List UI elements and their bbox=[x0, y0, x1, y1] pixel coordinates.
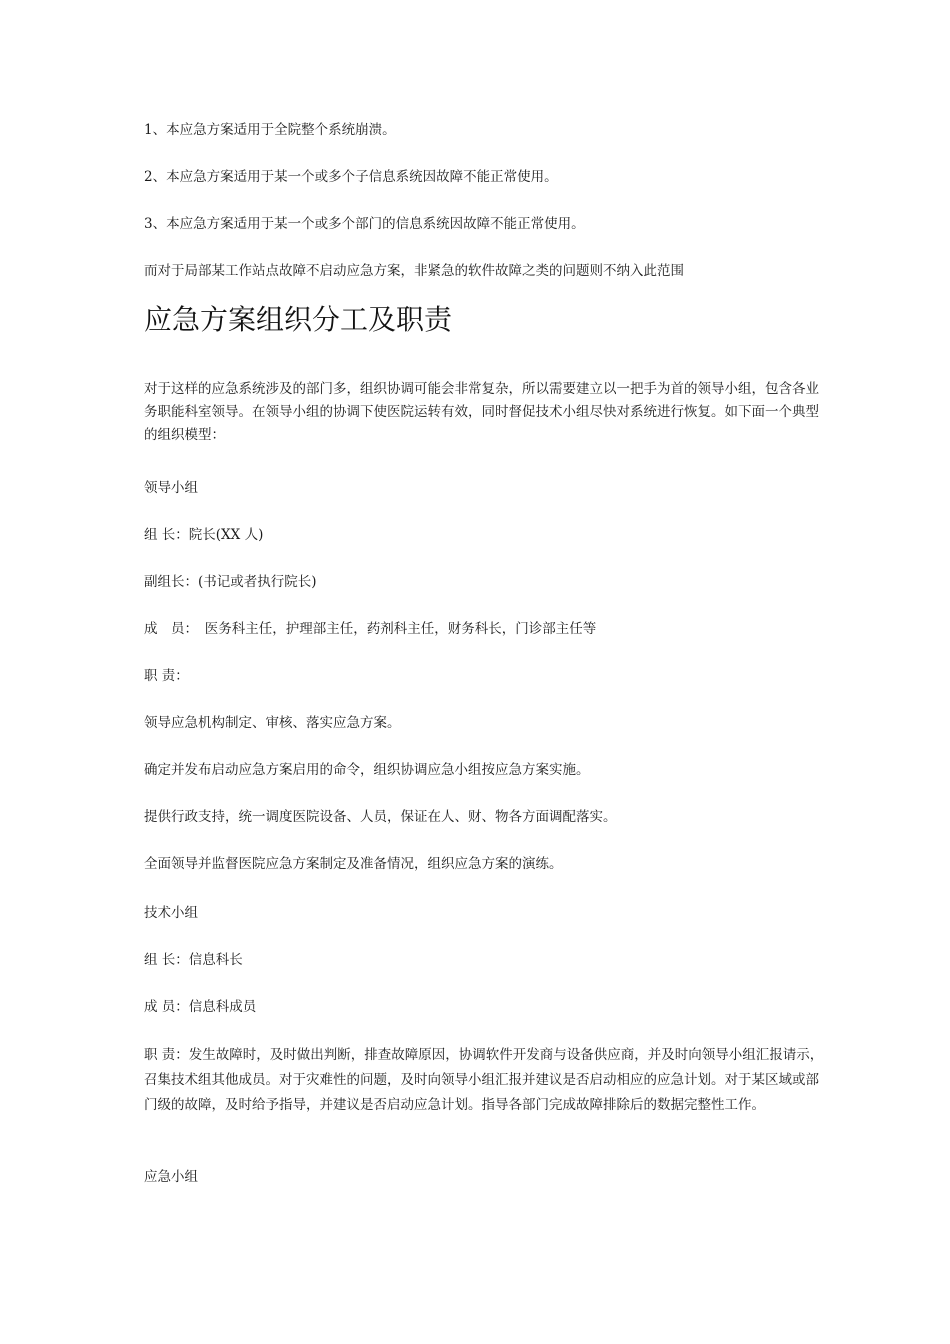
exclusion-paragraph: 而对于局部某工作站点故障不启动应急方案，非紧急的软件故障之类的问题则不纳入此范围 bbox=[144, 263, 684, 279]
section-heading: 应急方案组织分工及职责 bbox=[144, 303, 453, 336]
leadership-deputy: 副组长：(书记或者执行院长) bbox=[144, 574, 317, 590]
technical-duties-paragraph: 职 责：发生故障时，及时做出判断，排查故障原因，协调软件开发商与设备供应商，并及时向领导小组汇报请示，召集技术组其他成员。对于灾难性的问题，及时向领导小组汇报并建议是否启动相应的应急计划。对于某区域或部门级的故障，及时给予指导，并建议是否启动应急计划。指导各部门完成故障排除后的数据完整性工作。 bbox=[144, 1047, 824, 1113]
leadership-duty-3: 提供行政支持，统一调度医院设备、人员，保证在人、财、物各方面调配落实。 bbox=[144, 809, 617, 825]
leadership-duty-1: 领导应急机构制定、审核、落实应急方案。 bbox=[144, 715, 401, 731]
leadership-duty-4: 全面领导并监督医院应急方案制定及准备情况，组织应急方案的演练。 bbox=[144, 856, 563, 872]
leadership-leader: 组 长：院长(XX 人) bbox=[144, 527, 264, 543]
leadership-members: 成 员： 医务科主任，护理部主任，药剂科主任，财务科长，门诊部主任等 bbox=[144, 621, 597, 637]
technical-leader: 组 长：信息科长 bbox=[144, 952, 243, 968]
technical-group-title: 技术小组 bbox=[144, 905, 198, 921]
intro-item-2: 2、本应急方案适用于某一个或多个子信息系统因故障不能正常使用。 bbox=[144, 169, 558, 185]
leadership-group-title: 领导小组 bbox=[144, 480, 198, 496]
intro-item-1: 1、本应急方案适用于全院整个系统崩溃。 bbox=[144, 122, 396, 138]
emergency-group-title: 应急小组 bbox=[144, 1169, 198, 1185]
leadership-duty-label: 职 责： bbox=[144, 668, 189, 684]
section-intro-paragraph: 对于这样的应急系统涉及的部门多，组织协调可能会非常复杂，所以需要建立以一把手为首的领导小组，包含各业务职能科室领导。在领导小组的协调下使医院运转有效，同时督促技术小组尽快对系统进行恢复。如下面一个典型的组织模型： bbox=[144, 381, 819, 443]
technical-members: 成 员：信息科成员 bbox=[144, 999, 257, 1015]
intro-item-3: 3、本应急方案适用于某一个或多个部门的信息系统因故障不能正常使用。 bbox=[144, 216, 585, 232]
leadership-duty-2: 确定并发布启动应急方案启用的命令，组织协调应急小组按应急方案实施。 bbox=[144, 762, 590, 778]
